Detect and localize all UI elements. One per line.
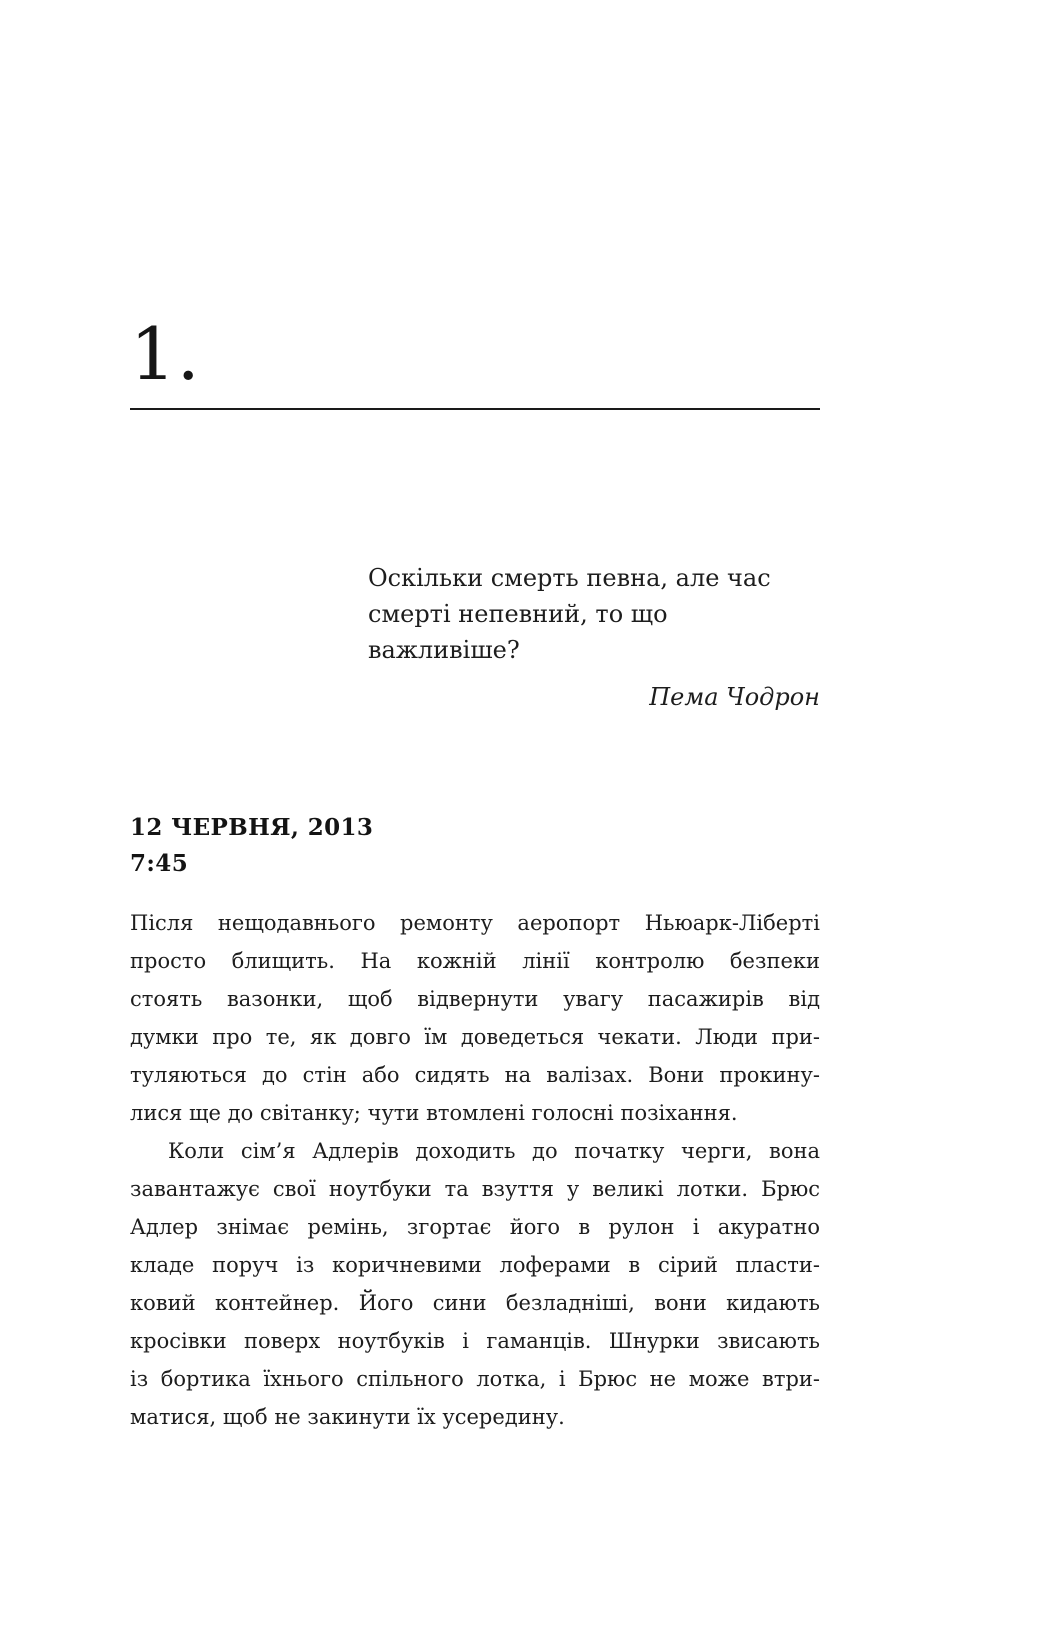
- text-line: думки про те, як довго їм доведеться чекати. Люди при-: [130, 1025, 820, 1049]
- body-text: [130, 904, 820, 1436]
- text-line: туляються до стін або сидять на валізах. Вони прокину-: [130, 1063, 820, 1087]
- epigraph: [130, 560, 820, 714]
- text-line: завантажує свої ноутбуки та взуття у великі лотки. Брюс: [130, 1177, 820, 1201]
- paragraph: [130, 1132, 820, 1436]
- text-line: ковий контейнер. Його сини безладніші, вони кидають: [130, 1291, 820, 1315]
- paragraph: [130, 904, 820, 1132]
- dateline-time: 7:45: [130, 850, 189, 877]
- chapter-number: 1.: [130, 312, 201, 396]
- text-line: стоять вазонки, щоб відвернути увагу пасажирів від: [130, 987, 820, 1011]
- text-line: кладе поруч із коричневими лоферами в сірий пласти-: [130, 1253, 820, 1277]
- text-line: кросівки поверх ноутбуків і гаманців. Шнурки звисають: [130, 1329, 820, 1353]
- text-line: Коли сім’я Адлерів доходить до початку черги, вона: [168, 1139, 820, 1163]
- text-line: Адлер знімає ремінь, згортає його в рулон і акуратно: [130, 1215, 820, 1239]
- text-line: просто блищить. На кожній лінії контролю безпеки: [130, 949, 820, 973]
- epigraph-attribution: Пема Чодрон: [649, 683, 820, 711]
- text-line: Після нещодавнього ремонту аеропорт Ньюарк-Ліберті: [130, 911, 820, 935]
- chapter-rule: [130, 408, 820, 410]
- epigraph-text: [368, 560, 820, 668]
- book-page: [130, 0, 820, 1436]
- text-line: із бортика їхнього спільного лотка, і Брюс не може втри-: [130, 1367, 820, 1391]
- text-line: Оскільки смерть певна, але час: [368, 564, 771, 592]
- dateline-date: 12 ЧЕРВНЯ, 2013: [130, 814, 374, 841]
- text-line: смерті непевний, то що важливіше?: [368, 600, 668, 664]
- chapter-header: [130, 312, 820, 410]
- dateline: [130, 810, 820, 882]
- text-line: лися ще до світанку; чути втомлені голосні позіхання.: [130, 1101, 738, 1125]
- text-line: матися, щоб не закинути їх усередину.: [130, 1405, 565, 1429]
